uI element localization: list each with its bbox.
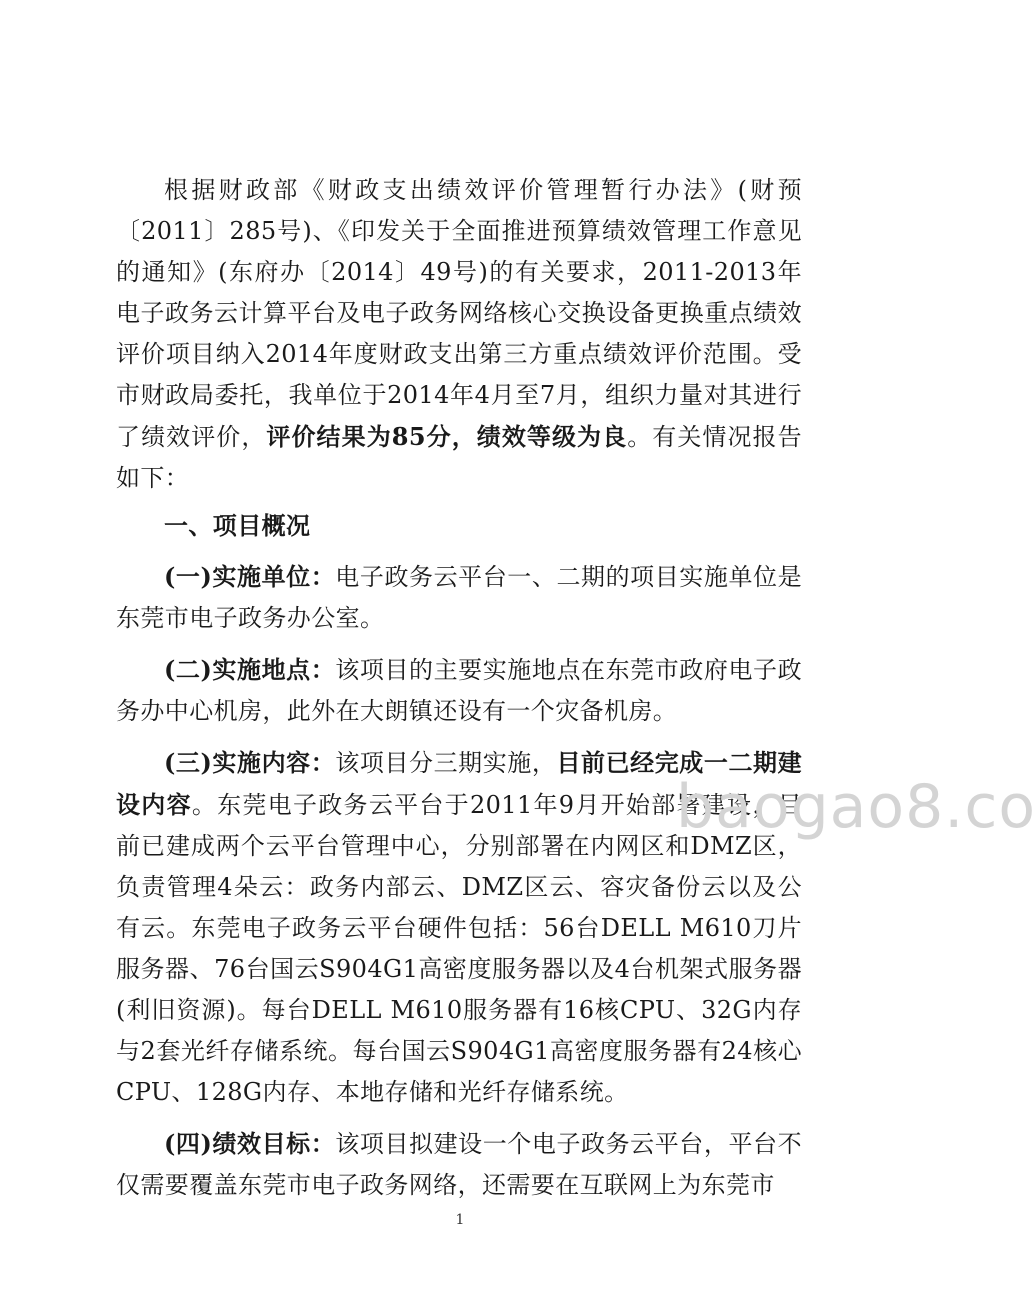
- section-implementing-location: [116, 649, 802, 732]
- section-text-goal: 该项目拟建设一个电子政务云平台，平台不仅需要覆盖东莞市电子政务网络，还需要在互联网上为东莞市: [116, 1130, 802, 1199]
- section-heading-project-overview: 一、项目概况: [164, 511, 311, 540]
- watermark-text: baogao8.co: [676, 772, 1036, 842]
- section-text-content-bold: 目前已经完成一二期建设内容: [116, 748, 802, 819]
- section-label-location: (二)实施地点：: [164, 655, 336, 684]
- intro-text-2: 。有关情况报告如下：: [116, 423, 802, 492]
- section-implementing-unit: [116, 556, 802, 639]
- intro-text-1: 根据财政部《财政支出绩效评价管理暂行办法》(财预〔2011〕285号)、《印发关于全面推进预算绩效管理工作意见的通知》(东府办〔2014〕49号)的有关要求，2011-2013年电子政务云计算平台及电子政务网络核心交换设备更换重点绩效评价项目纳入2014年度财政支出第三方重点绩效评价范围。受市财政局委托，我单位于2014年4月至7月，组织力量对其进行了绩效评价，: [116, 176, 802, 451]
- section-text-unit: 电子政务云平台一、二期的项目实施单位是东莞市电子政务办公室。: [116, 563, 802, 632]
- intro-paragraph: [116, 170, 802, 499]
- section-label-goal: (四)绩效目标：: [164, 1129, 336, 1158]
- section-performance-goal: [116, 1123, 802, 1206]
- report-body: [116, 170, 802, 1206]
- section-label-content: (三)实施内容：: [164, 748, 336, 777]
- section-label-unit: (一)实施单位：: [164, 562, 336, 591]
- section-text-content-2: 。东莞电子政务云平台于2011年9月开始部署建设，目前已建成两个云平台管理中心，分别部署在内网区和DMZ区，负责管理4朵云：政务内部云、DMZ区云、容灾备份云以及公有云。东莞电子政务云平台硬件包括：56台DELL M610刀片服务器、76台国云S904G1高密度服务器以及4台机架式服务器(利旧资源)。每台DELL M610服务器有16核CPU、32G内存与2套光纤存储系统。每台国云S904G1高密度服务器有24核心CPU、128G内存、本地存储和光纤存储系统。: [116, 791, 803, 1106]
- section-text-content-1: 该项目分三期实施，: [335, 749, 557, 777]
- intro-evaluation-result: 评价结果为85分，绩效等级为良: [266, 422, 628, 451]
- section-text-location: 该项目的主要实施地点在东莞市政府电子政务办中心机房，此外在大朗镇还设有一个灾备机房。: [116, 656, 802, 725]
- page-number: 1: [455, 1212, 465, 1228]
